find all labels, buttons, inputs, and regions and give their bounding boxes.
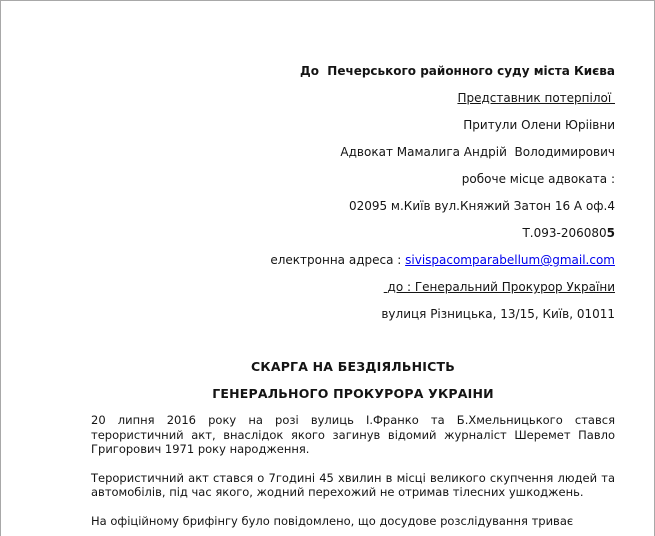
workplace-address-line: 02095 м.Київ вул.Княжий Затон 16 А оф.4 — [348, 199, 615, 213]
paragraph-3-partial: На офіційному брифінгу було повідомлено, що досудове розслідування триває — [91, 513, 574, 528]
representative-line — [91, 85, 615, 112]
email-line — [91, 247, 615, 274]
representative-label: Представник потерпілої — [457, 91, 615, 105]
document-title-block — [91, 353, 615, 407]
recipient-header-block — [91, 58, 615, 328]
addressee-label: до : Генеральний Прокурор України — [383, 280, 615, 294]
email-label: електронна адреса : — [270, 253, 406, 267]
paragraph-1: 20 липня 2016 року на розі вулиць І.Франко та Б.Хмельницького стався терористичний акт, внаслідок якого загинув відомий журналіст Шеремет Павло Григорович 1971 року народження. — [91, 413, 615, 456]
paragraph-2: Терористичний акт стався о 7годині 45 хвилин в місці великого скупчення людей та автомобілів, під час якого, жодний перехожий не отримав тілесних ушкоджень. — [91, 470, 615, 499]
addressee-line — [91, 274, 615, 301]
title-line-1: СКАРГА НА БЕЗДІЯЛЬНІСТЬ — [251, 359, 455, 374]
advocate-line: Адвокат Мамалига Андрій Володимирович — [340, 145, 615, 159]
phone-last-digit: 5 — [606, 226, 615, 240]
phone-number: Т.093-206080 — [522, 226, 607, 240]
email-link[interactable]: sivispacomparabellum@gmail.com — [405, 253, 615, 267]
document-body — [91, 413, 615, 528]
phone-line — [91, 220, 615, 247]
court-line: До Печерського районного суду міста Києва — [300, 64, 615, 78]
workplace-label-line: робоче місце адвоката : — [461, 172, 615, 186]
title-line-2: ГЕНЕРАЛЬНОГО ПРОКУРОРА УКРАІНИ — [212, 386, 494, 401]
addressee-address-line: вулиця Різницька, 13/15, Київ, 01011 — [381, 307, 615, 321]
document-content — [1, 1, 654, 536]
victim-name-line: Притули Олени Юріівни — [463, 118, 615, 132]
